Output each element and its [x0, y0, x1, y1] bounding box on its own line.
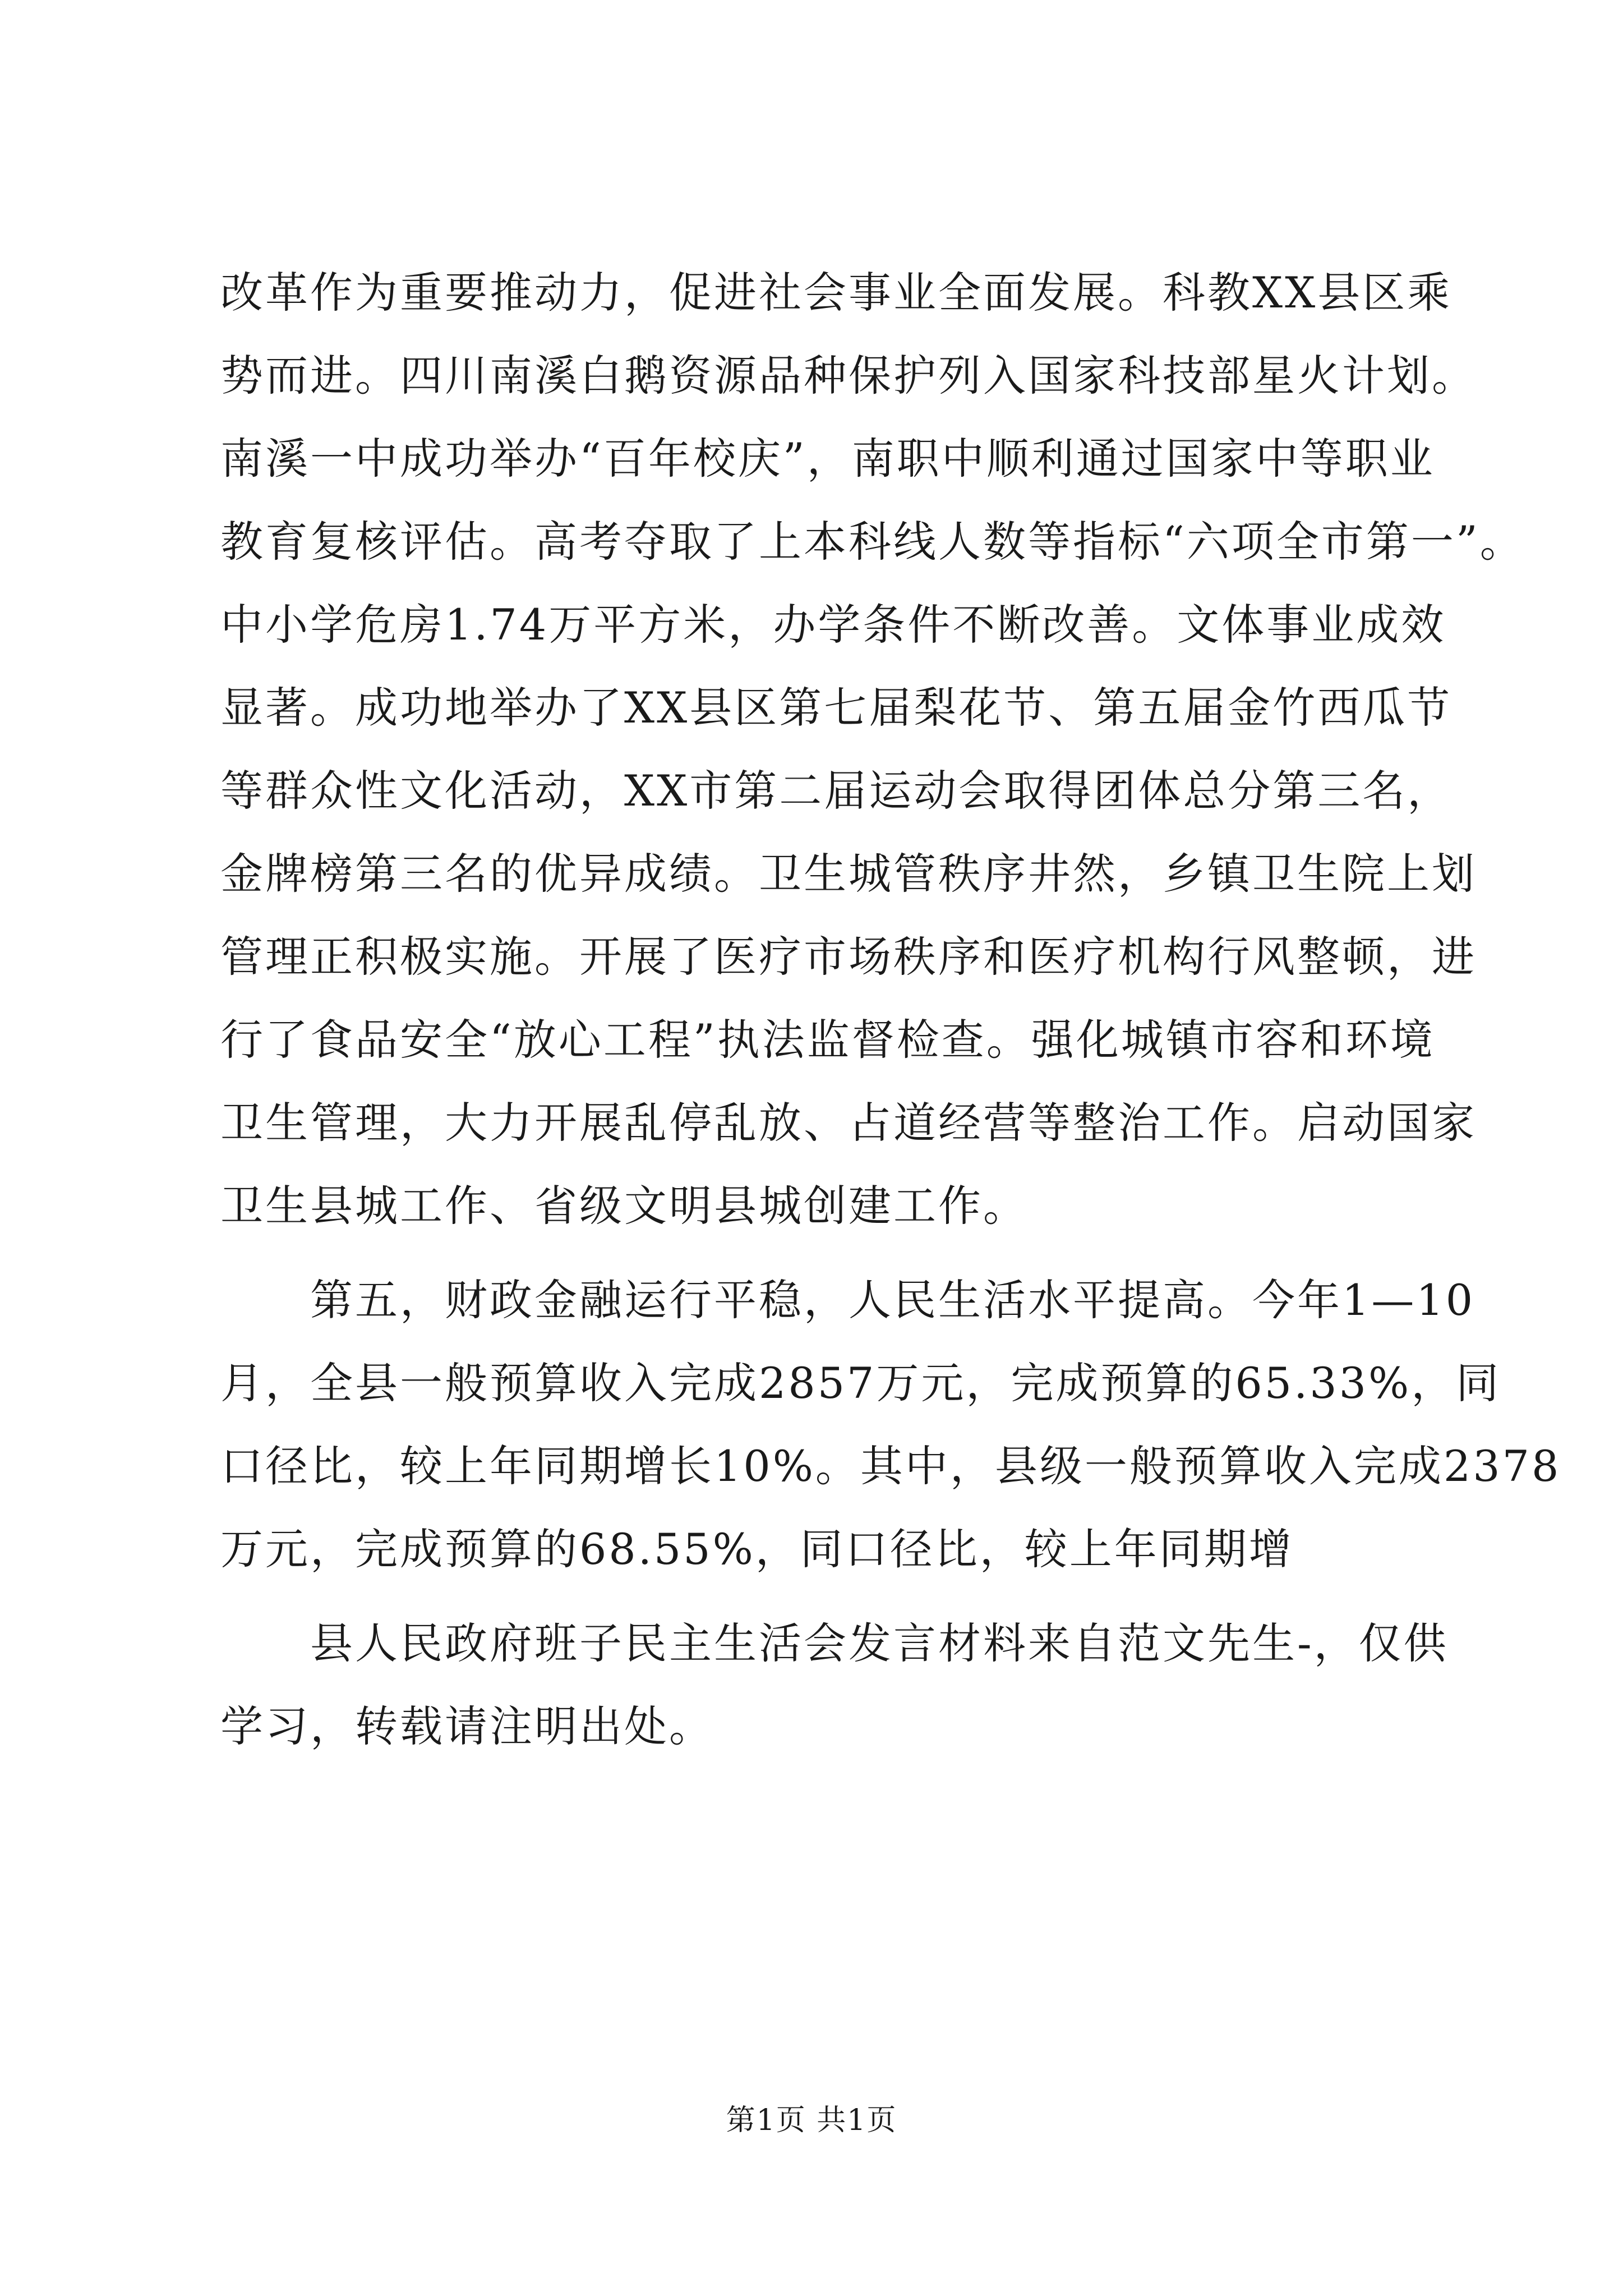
body-text: [220, 251, 1561, 1768]
text-line: 县人民政府班子民主生活会发言材料来自范文先生-，仅供: [220, 1618, 1449, 1668]
text-line: 改革作为重要推动力，促进社会事业全面发展。科教XX县区乘: [220, 268, 1453, 318]
text-line: 学习，转载请注明出处。: [220, 1701, 714, 1751]
page-footer: 第1页 共1页: [726, 2104, 897, 2137]
text-line: 势而进。四川南溪白鹅资源品种保护列入国家科技部星火计划。: [220, 351, 1477, 401]
text-line: 万元，完成预算的68.55%，同口径比，较上年同期增: [220, 1524, 1294, 1574]
text-line: 南溪一中成功举办“百年校庆”，南职中顺利通过国家中等职业: [220, 434, 1435, 484]
text-line: 管理正积极实施。开展了医疗市场秩序和医疗机构行风整顿，进: [220, 932, 1477, 982]
text-line: 卫生县城工作、省级文明县城创建工作。: [220, 1181, 1028, 1231]
text-line: 卫生管理，大力开展乱停乱放、占道经营等整治工作。启动国家: [220, 1098, 1477, 1148]
text-line: 等群众性文化活动，XX市第二届运动会取得团体总分第三名，: [220, 766, 1453, 816]
text-line: 月，全县一般预算收入完成2857万元，完成预算的65.33%，同: [220, 1358, 1501, 1408]
text-line: 中小学危房1.74万平方米，办学条件不断改善。文体事业成效: [220, 600, 1446, 650]
text-line: 金牌榜第三名的优异成绩。卫生城管秩序井然，乡镇卫生院上划: [220, 849, 1477, 899]
text-line: 第五，财政金融运行平稳，人民生活水平提高。今年1—10: [220, 1275, 1476, 1325]
text-line: 行了食品安全“放心工程”执法监督检查。强化城镇市容和环境: [220, 1015, 1435, 1065]
text-line: 口径比，较上年同期增长10%。其中，县级一般预算收入完成2378: [220, 1441, 1561, 1491]
text-line: 显著。成功地举办了XX县区第七届梨花节、第五届金竹西瓜节: [220, 683, 1453, 733]
text-line: 教育复核评估。高考夺取了上本科线人数等指标“六项全市第一”。: [220, 517, 1525, 567]
